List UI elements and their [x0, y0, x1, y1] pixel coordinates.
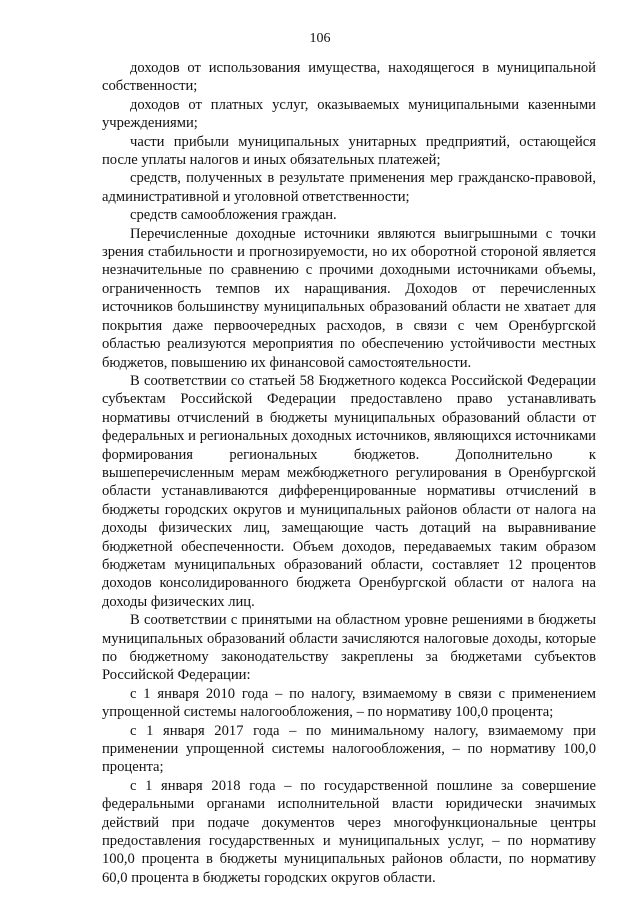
paragraph-income-property: доходов от использования имущества, находящегося в муниципальной собственности; [102, 60, 596, 95]
paragraph-income-paid-services: доходов от платных услуг, оказываемых муниципальными казенными учреждениями; [102, 96, 596, 132]
paragraph-income-stability: Перечисленные доходные источники являются выигрышными с точки зрения стабильности и прогнозируемости, но их оборотной стороной является незначительные по сравнению с прочими доходными источниками объемы, ограниченность темпов их наращивания. Доходов от перечисленных источников большинству муниципальных образований области не хватает для покрытия даже первоочередных расходов, в связи с чем Оренбургской областью реализуются мероприятия по обеспечению устойчивости местных бюджетов, повышению их финансовой самостоятельности. [102, 225, 596, 371]
paragraph-2018-state-duty: с 1 января 2018 года – по государственной пошлине за совершение федеральными органами исполнительной власти юридически значимых действий при подаче документов через многофункциональные центры предоставления государственных и муниципальных услуг, – по нормативу 100,0 процента в бюджеты муниципальных районов области, по нормативу 60,0 процента в бюджеты городских округов области. [102, 777, 596, 886]
paragraph-regional-decisions: В соответствии с принятыми на областном уровне решениями в бюджеты муниципальных образований области зачисляются налоговые доходы, которые по бюджетному законодательству закреплены за бюджетами субъектов Российской Федерации: [102, 612, 596, 684]
paragraph-2017-minimum-tax: с 1 января 2017 года – по минимальному налогу, взимаемому при применении упрощенной системы налогообложения, – по нормативу 100,0 процента; [102, 722, 596, 776]
paragraph-liability-measures: средств, полученных в результате применения мер гражданско-правовой, административной и уголовной ответственности; [102, 170, 596, 205]
page-number: 106 [309, 31, 331, 46]
paragraph-self-taxation: средств самообложения граждан. [130, 207, 337, 224]
paragraph-2010-simplified-tax: с 1 января 2010 года – по налогу, взимаемому в связи с применением упрощенной системы налогообложения, – по нормативу 100,0 процента; [102, 685, 596, 721]
paragraph-budget-code-article-58: В соответствии со статьей 58 Бюджетного кодекса Российской Федерации субъектам Российской Федерации предоставлено право устанавливать нормативы отчислений в бюджеты муниципальных образований области от федеральных и региональных доходных источников, являющихся источниками формирования региональных бюджетов. Дополнительно к вышеперечисленным мерам межбюджетного регулирования в Оренбургской области устанавливаются дифференцированные нормативы отчислений в бюджеты городских округов и муниципальных районов области от налога на доходы физических лиц, замещающие часть дотаций на выравнивание бюджетной обеспеченности. Объем доходов, передаваемых таким образом бюджетам муниципальных образований области, составляет 12 процентов доходов консолидированного бюджета Оренбургской области от налога на доходы физических лиц. [102, 372, 596, 610]
paragraph-unitary-enterprise-profit: части прибыли муниципальных унитарных предприятий, остающейся после уплаты налогов и иных обязательных платежей; [102, 133, 596, 169]
body-text [102, 59, 596, 887]
